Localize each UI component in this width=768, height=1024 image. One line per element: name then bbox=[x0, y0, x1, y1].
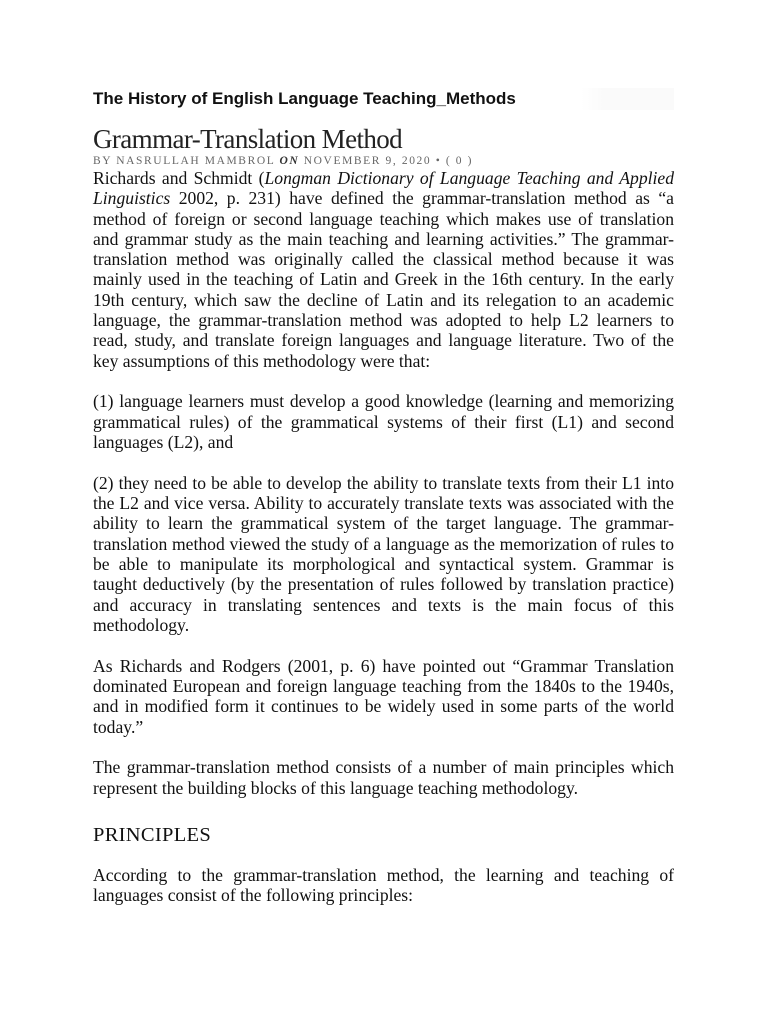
article-title: Grammar-Translation Method bbox=[93, 124, 403, 154]
byline-separator: • bbox=[435, 155, 442, 167]
comment-count: ( 0 ) bbox=[445, 155, 474, 167]
byline bbox=[93, 154, 674, 168]
body-paragraph: (2) they need to be able to develop the ability to translate texts from their L1 into the L2 and vice versa. Ability to accurately translate texts was associated with the ability to learn the grammatical system of the target language. The grammar-translation method viewed the study of a language as the memorization of rules to be able to manipulate its morphological and syntactical system. Grammar is taught deductively (by the presentation of rules followed by translation practice) and accuracy in translating sentences and texts is the main focus of this methodology. bbox=[93, 472, 674, 635]
document-page bbox=[93, 88, 674, 906]
byline-on: ON bbox=[279, 155, 300, 167]
publish-date: NOVEMBER 9, 2020 bbox=[303, 155, 432, 167]
byline-by: BY bbox=[93, 155, 112, 167]
section-paragraph: According to the grammar-translation method, the learning and teaching of languages consist of the following principles: bbox=[93, 865, 674, 906]
author-name: NASRULLAH MAMBROL bbox=[116, 155, 275, 167]
document-title: The History of English Language Teaching_Methods bbox=[93, 88, 674, 110]
section-heading: PRINCIPLES bbox=[93, 824, 212, 847]
body-paragraph: As Richards and Rodgers (2001, p. 6) have pointed out “Grammar Translation dominated European and foreign language teaching from the 1840s to the 1940s, and in modified form it continues to be widely used in some parts of the world today.” bbox=[93, 655, 674, 737]
intro-paragraph bbox=[93, 168, 674, 371]
intro-italic-title: Longman Dictionary of Language Teaching and Applied Linguistics bbox=[93, 168, 674, 209]
body-paragraph: The grammar-translation method consists of a number of main principles which represent the building blocks of this language teaching methodology. bbox=[93, 757, 674, 798]
intro-text-part1: Richards and Schmidt ( bbox=[93, 168, 265, 188]
intro-text-part2: 2002, p. 231) have defined the grammar-translation method as “a method of foreign or second language teaching which makes use of translation and grammar study as the main teaching and learning activities.” The grammar-translation method was originally called the classical method because it was mainly used in the teaching of Latin and Greek in the 16th century. In the early 19th century, which saw the decline of Latin and its relegation to an academic language, the grammar-translation method was adopted to help L2 learners to read, study, and translate foreign languages and language literature. Two of the key assumptions of this methodology were that: bbox=[93, 188, 674, 371]
body-paragraph: (1) language learners must develop a good knowledge (learning and memorizing grammatical rules) of the grammatical systems of their first (L1) and second languages (L2), and bbox=[93, 391, 674, 453]
